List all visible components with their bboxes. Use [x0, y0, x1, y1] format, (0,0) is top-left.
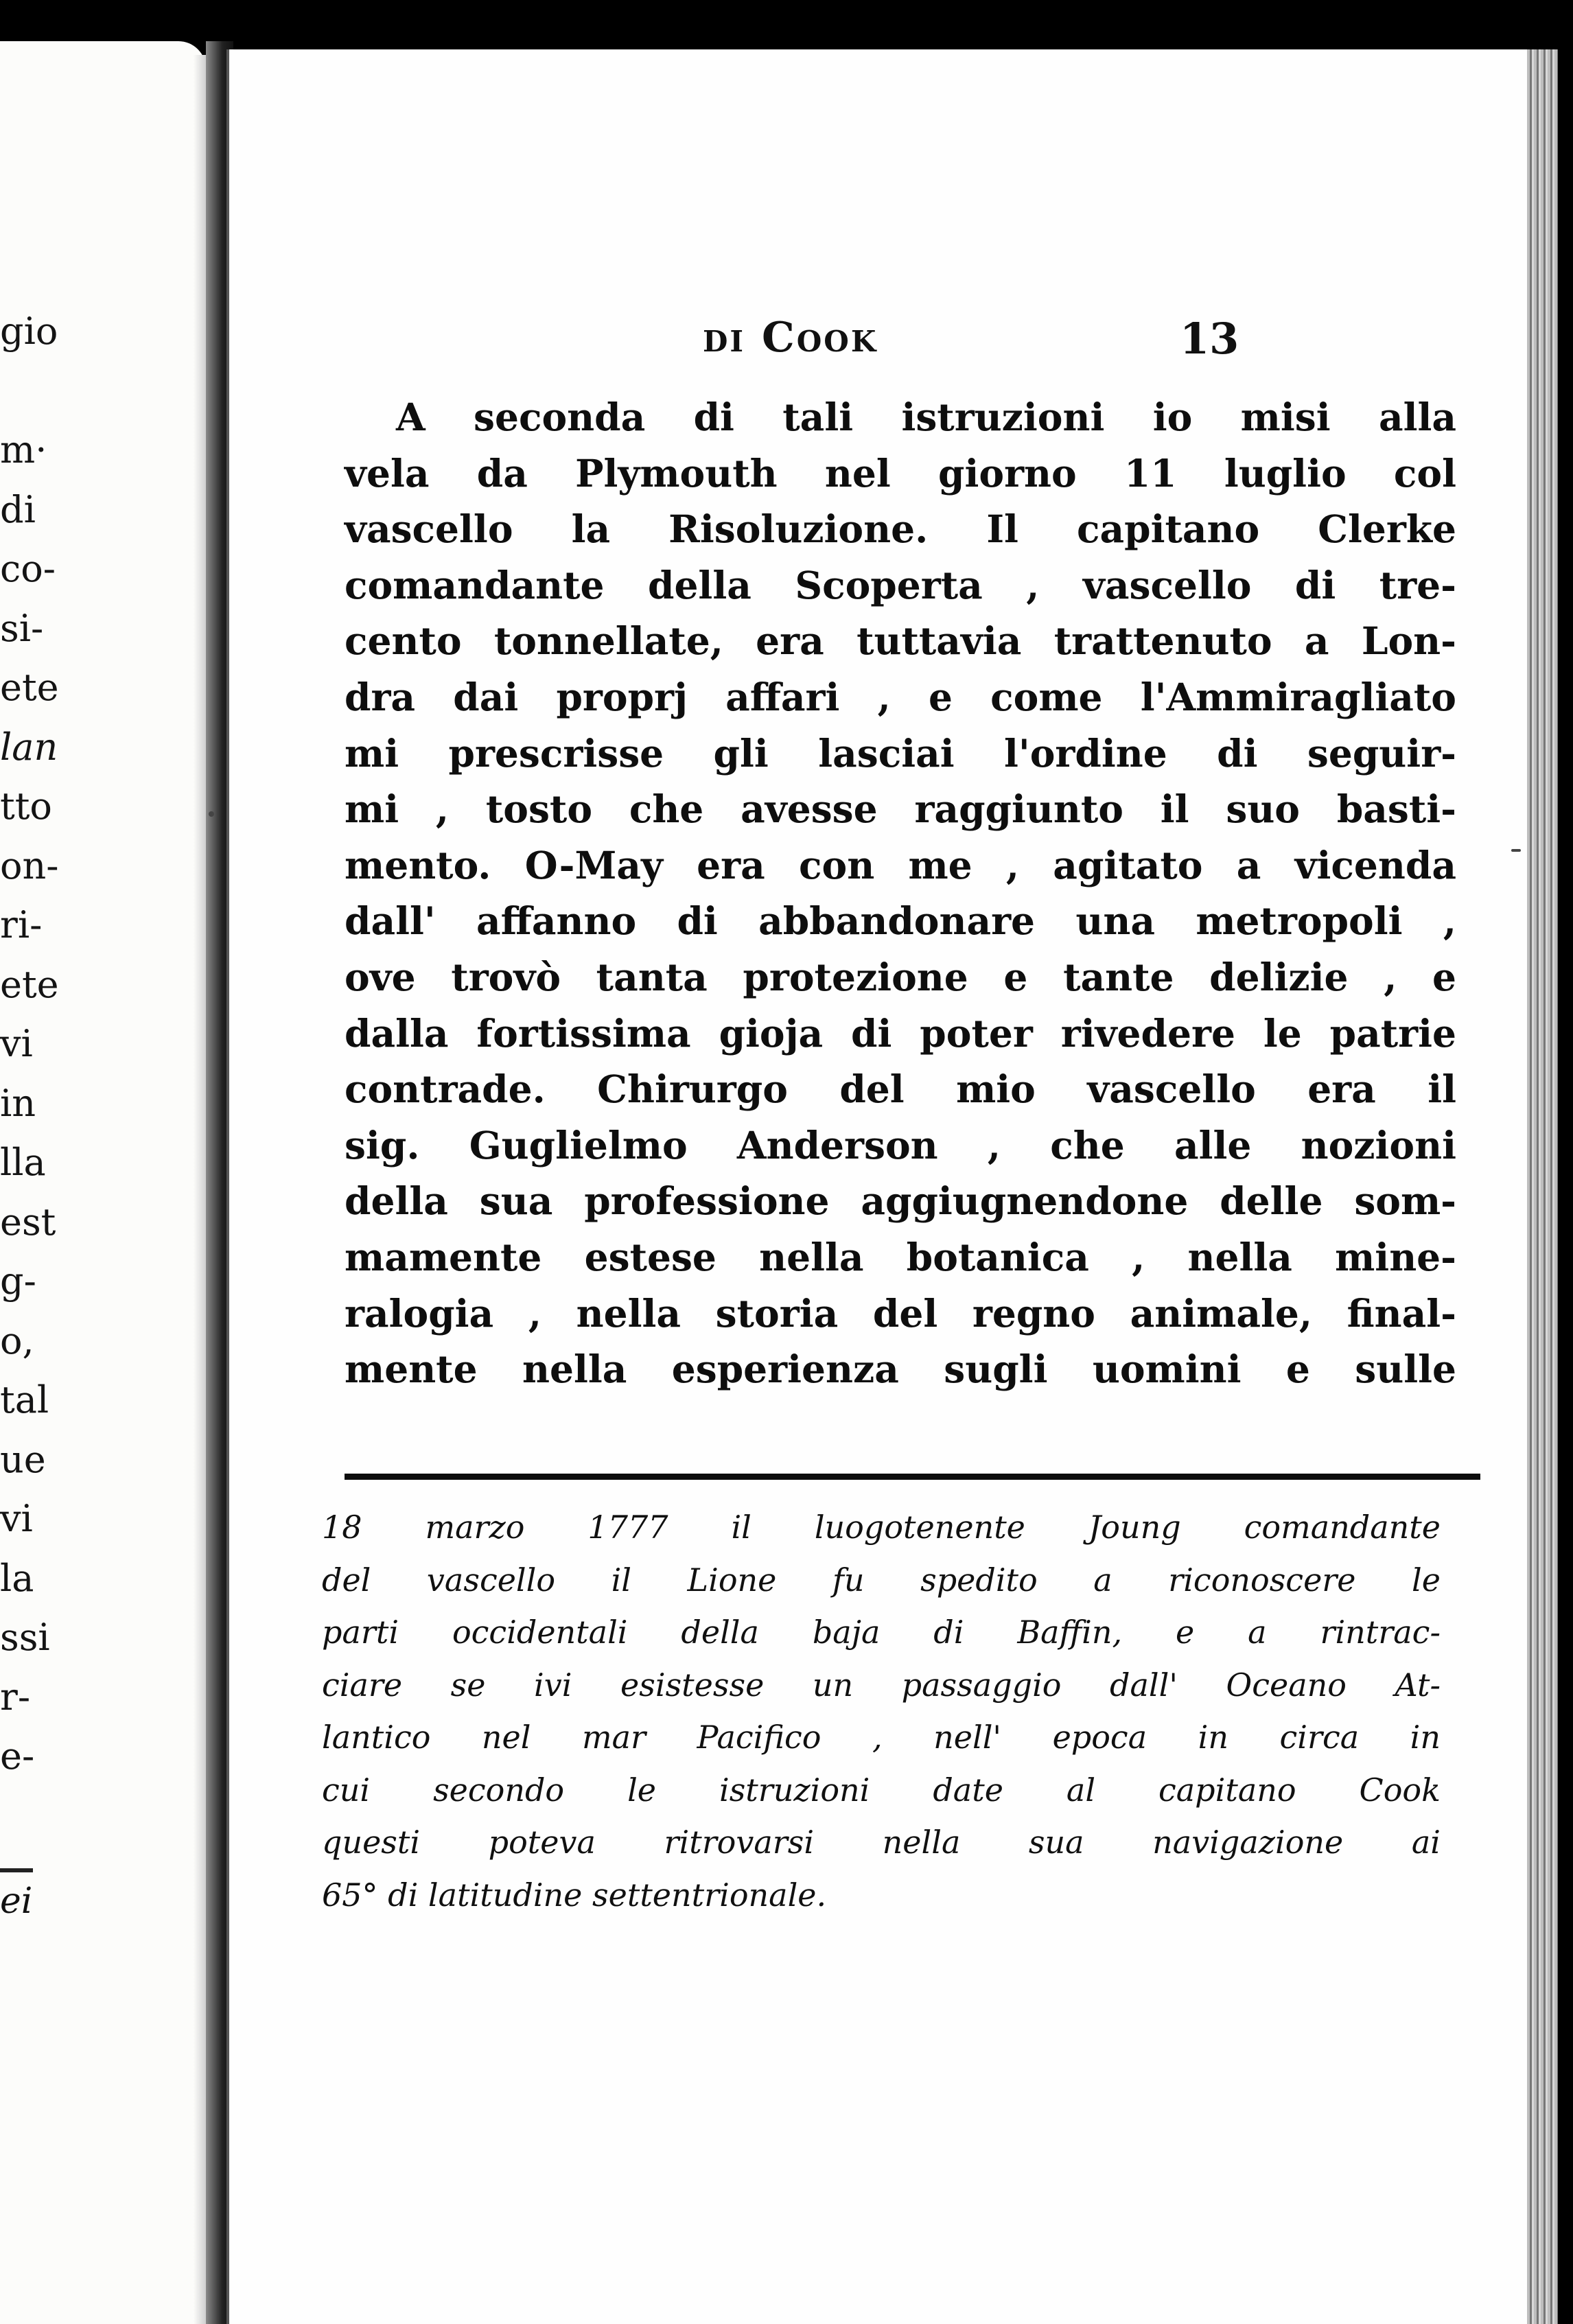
- fragment-line: tto: [0, 785, 52, 828]
- speck-mark: [1511, 849, 1521, 852]
- footnote-line: parti occidentali della baja di Baffin, e a rintrac-: [322, 1614, 1441, 1651]
- left-page: [0, 41, 206, 2324]
- footnote-line: ciare se ivi esistesse un passaggio dall' Oceano At-: [322, 1666, 1441, 1704]
- body-line: mamente estese nella botanica , nella mine-: [345, 1234, 1456, 1279]
- fragment-line: lan: [0, 725, 58, 769]
- body-line: dra dai proprj affari , e come l'Ammiragliato: [345, 674, 1456, 719]
- fragment-line: [0, 362, 82, 421]
- body-line: della sua professione aggiugnendone delle som-: [345, 1178, 1456, 1224]
- body-text: [345, 389, 1456, 1397]
- fragment-line: in: [0, 1081, 36, 1125]
- body-line: A seconda di tali istruzioni io misi alla: [396, 395, 1456, 439]
- fragment-line: on-: [0, 844, 59, 887]
- fragment-line: tal: [0, 1378, 49, 1421]
- body-line: contrade. Chirurgo del mio vascello era il: [345, 1067, 1456, 1112]
- running-title: di Cook: [703, 314, 878, 362]
- page-edge-stack: [1527, 49, 1558, 2324]
- footnote-rule: [345, 1474, 1480, 1480]
- fragment-line: gio: [0, 310, 58, 353]
- left-footnote-rule: [0, 1868, 33, 1872]
- footnote-line: lantico nel mar Pacifico , nell' epoca in circa in: [322, 1719, 1441, 1756]
- body-line: sig. Guglielmo Anderson , che alle nozioni: [345, 1122, 1456, 1167]
- speck-mark: [209, 811, 214, 817]
- left-footnote-fragment: ei: [0, 1881, 33, 1922]
- fragment-line: m·: [0, 428, 47, 472]
- body-line: ove trovò tanta protezione e tante delizie , e: [345, 954, 1456, 999]
- footnote: [322, 1501, 1441, 1921]
- fragment-line: di: [0, 487, 36, 531]
- fragment-line: vi: [0, 1497, 33, 1540]
- fragment-line: ete: [0, 666, 59, 709]
- fragment-line: g-: [0, 1259, 36, 1303]
- fragment-line: r-: [0, 1675, 31, 1719]
- fragment-line: la: [0, 1556, 34, 1600]
- fragment-line: si-: [0, 606, 44, 650]
- body-line: mento. O-May era con me , agitato a vicenda: [345, 842, 1456, 887]
- footnote-line: 65° di latitudine settentrionale.: [322, 1876, 827, 1914]
- fragment-line: o,: [0, 1318, 34, 1362]
- body-line: dalla fortissima gioja di poter rivedere le patrie: [345, 1010, 1456, 1056]
- body-line: ralogia , nella storia del regno animale, final-: [345, 1290, 1456, 1336]
- left-page-fragments: [0, 302, 82, 1787]
- body-line: dall' affanno di abbandonare una metropoli ,: [345, 898, 1456, 944]
- fragment-line: co-: [0, 547, 56, 590]
- fragment-line: ete: [0, 962, 59, 1006]
- fragment-line: vi: [0, 1022, 33, 1065]
- body-line: cento tonnellate, era tuttavia trattenuto a Lon-: [345, 618, 1456, 664]
- body-line: vela da Plymouth nel giorno 11 luglio col: [345, 450, 1456, 496]
- body-line: mente nella esperienza sugli uomini e sulle: [345, 1347, 1456, 1392]
- body-line: mi prescrisse gli lasciai l'ordine di seguir-: [345, 730, 1456, 776]
- page-number: 13: [1180, 314, 1239, 364]
- fragment-line: lla: [0, 1141, 46, 1184]
- fragment-line: ri-: [0, 903, 43, 946]
- footnote-line: 18 marzo 1777 il luogotenente Joung comandante: [322, 1509, 1441, 1546]
- fragment-line: ue: [0, 1437, 46, 1481]
- footnote-line: questi poteva ritrovarsi nella sua navigazione ai: [322, 1824, 1441, 1861]
- fragment-line: e-: [0, 1734, 35, 1778]
- footnote-line: cui secondo le istruzioni date al capitano Cook: [322, 1771, 1441, 1809]
- body-line: vascello la Risoluzione. Il capitano Clerke: [345, 507, 1456, 552]
- footnote-line: del vascello il Lione fu spedito a riconoscere le: [322, 1561, 1441, 1599]
- body-line: mi , tosto che avesse raggiunto il suo basti-: [345, 787, 1456, 832]
- fragment-line: ssi: [0, 1616, 50, 1659]
- fragment-line: est: [0, 1200, 56, 1244]
- body-line: comandante della Scoperta , vascello di tre-: [345, 562, 1456, 607]
- right-page: [226, 49, 1530, 2324]
- left-page-edge: [194, 55, 206, 2324]
- page-header: [229, 314, 1530, 375]
